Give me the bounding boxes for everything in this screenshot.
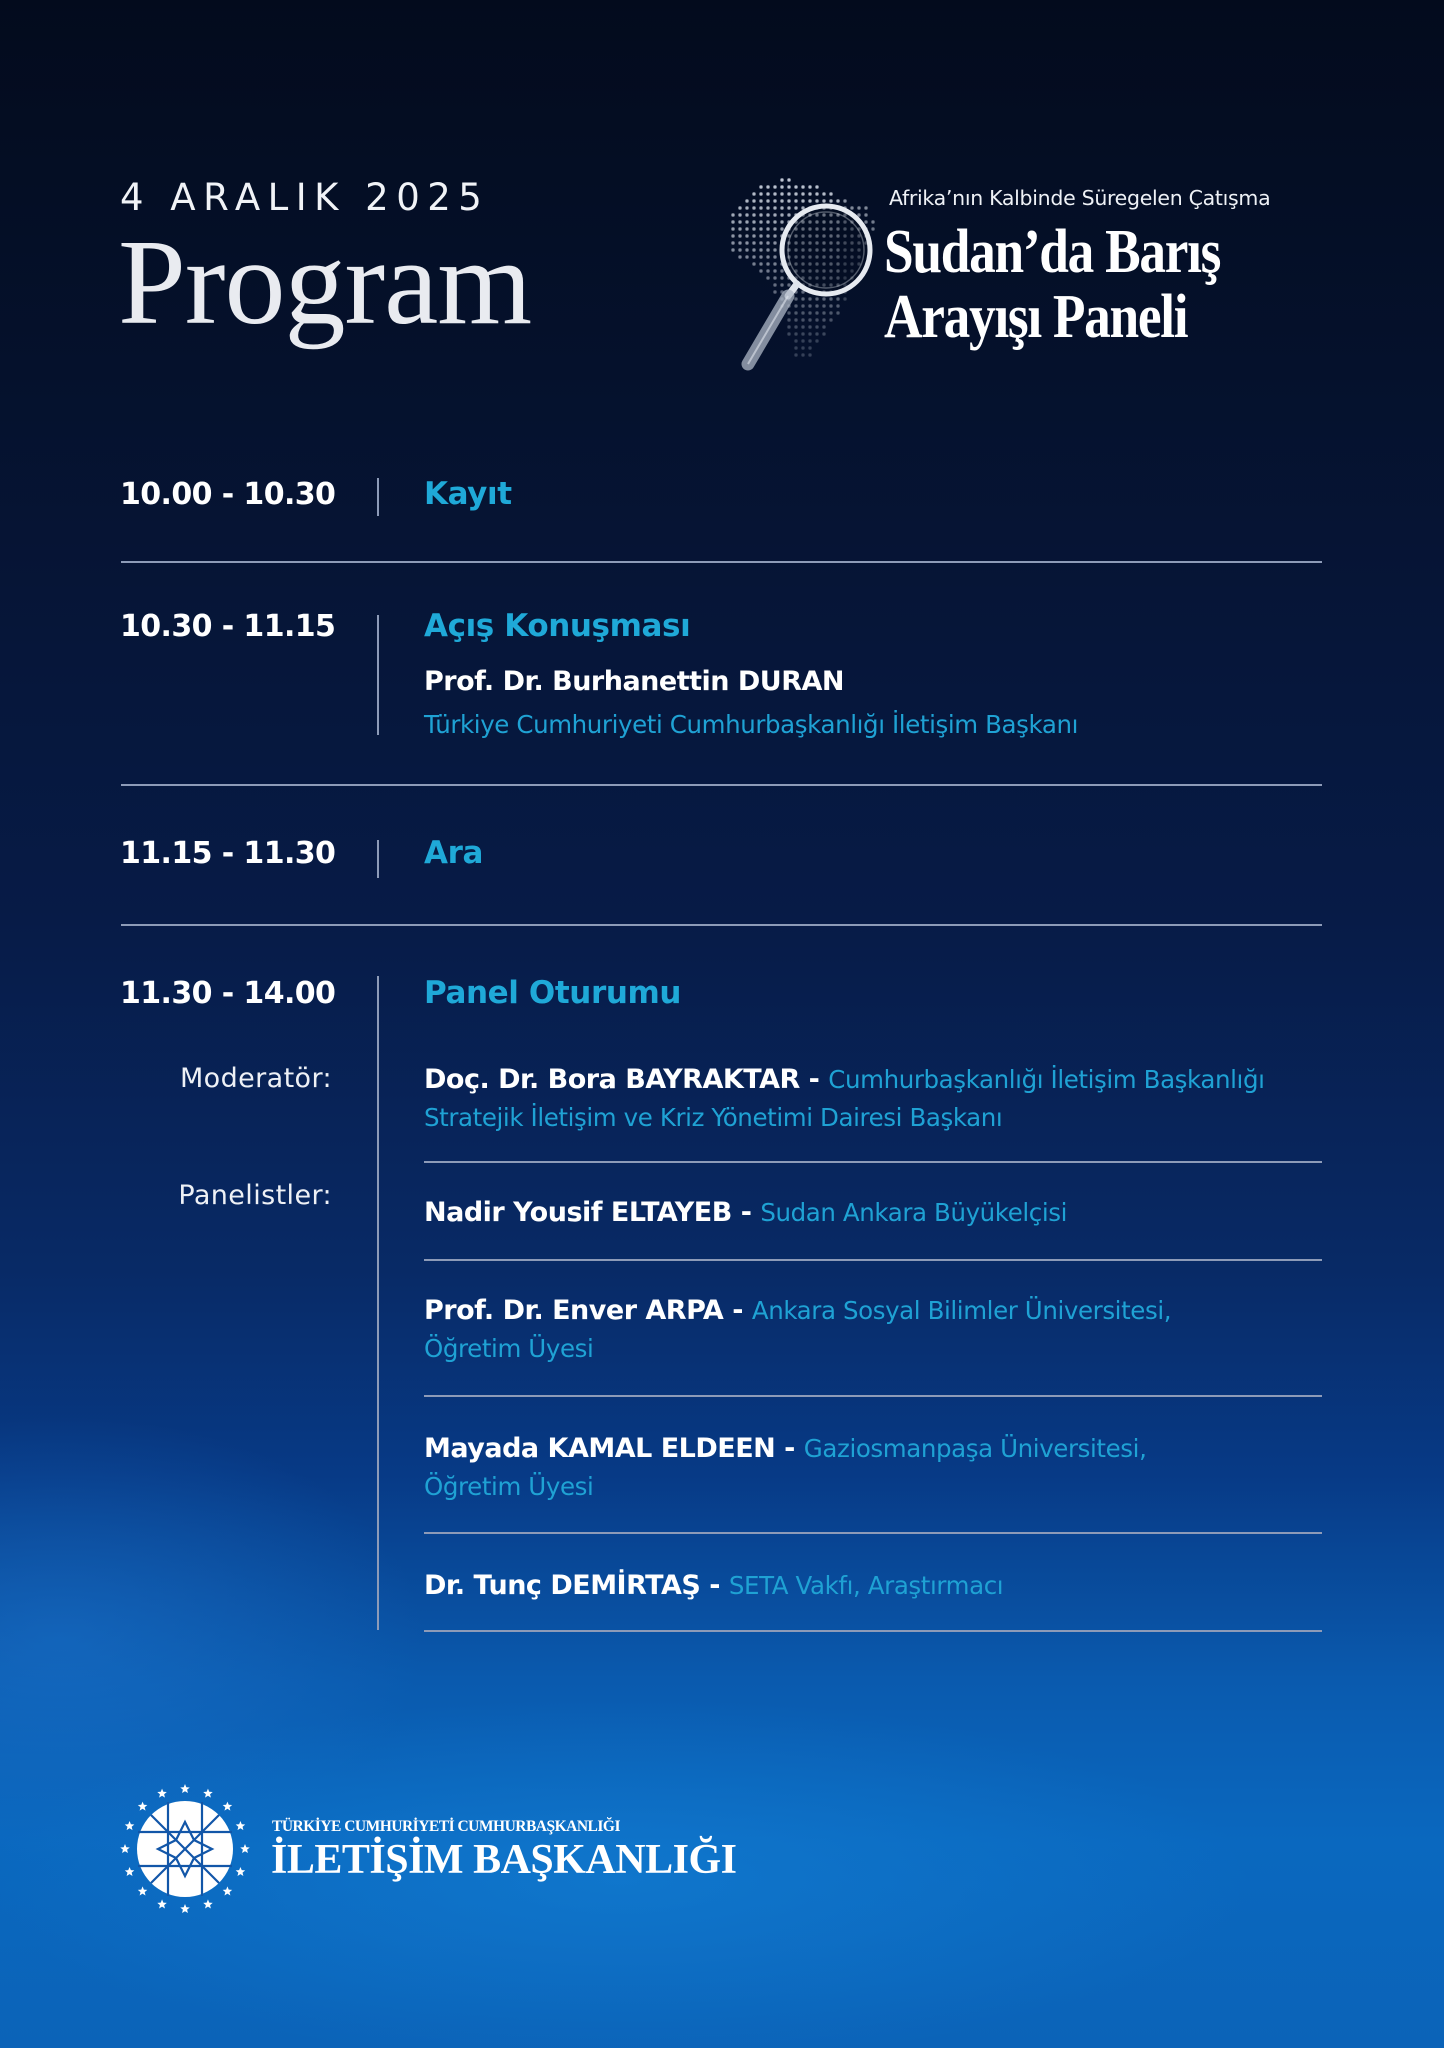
map-dot [808, 318, 811, 321]
map-dot [752, 213, 755, 216]
map-dot [738, 248, 741, 251]
session-time: 10.00 - 10.30 [120, 477, 336, 512]
map-dot [766, 234, 769, 237]
map-dot [801, 332, 804, 335]
map-dot [780, 185, 783, 188]
map-dot [766, 213, 769, 216]
map-dot [738, 241, 741, 244]
session-title: Açış Konuşması [424, 608, 691, 644]
map-dot [731, 213, 734, 216]
map-dot [787, 185, 790, 188]
map-dot [787, 325, 790, 328]
vertical-divider [377, 615, 379, 735]
map-dot [794, 346, 797, 349]
moderator-name: Doç. Dr. Bora BAYRAKTAR [424, 1064, 800, 1095]
map-dot [808, 297, 811, 300]
map-dot [773, 248, 776, 251]
presidency-communications-emblem-icon [118, 1782, 252, 1916]
map-dot [836, 304, 839, 307]
map-dot [829, 311, 832, 314]
panelist-role: Gaziosmanpaşa Üniversitesi, [803, 1434, 1147, 1463]
map-dot [815, 325, 818, 328]
map-dot [794, 332, 797, 335]
map-dot [745, 227, 748, 230]
map-dot [801, 185, 804, 188]
map-dot [752, 241, 755, 244]
map-dot [766, 255, 769, 258]
map-dot [794, 206, 797, 209]
map-dot [773, 199, 776, 202]
map-dot [822, 192, 825, 195]
row-divider [121, 924, 1322, 926]
map-dot [738, 255, 741, 258]
panelist-role-cont: Öğretim Üyesi [424, 1472, 594, 1501]
panelist-role: Ankara Sosyal Bilimler Üniversitesi, [751, 1296, 1172, 1325]
star-icon [240, 1844, 250, 1853]
name-role-separator: - [723, 1295, 752, 1326]
name-role-separator: - [799, 1064, 829, 1095]
map-dot [773, 227, 776, 230]
map-dot [745, 199, 748, 202]
star-icon [203, 1899, 213, 1908]
map-dot [857, 206, 860, 209]
map-dot [773, 276, 776, 279]
map-dot [822, 311, 825, 314]
map-dot [780, 227, 783, 230]
map-dot [829, 199, 832, 202]
page-title: Program [118, 215, 532, 350]
star-icon [223, 1802, 233, 1811]
star-icon [138, 1886, 148, 1895]
map-dot [808, 325, 811, 328]
map-dot [822, 332, 825, 335]
map-dot [759, 227, 762, 230]
map-dot [801, 304, 804, 307]
map-dot [759, 206, 762, 209]
map-dot [808, 311, 811, 314]
map-dot [780, 213, 783, 216]
map-dot [794, 353, 797, 356]
map-dot [822, 318, 825, 321]
map-dot [738, 227, 741, 230]
map-dot [787, 283, 790, 286]
map-dot [766, 206, 769, 209]
map-dot [815, 304, 818, 307]
session-time: 11.30 - 14.00 [120, 976, 336, 1011]
map-dot [815, 199, 818, 202]
map-dot [780, 178, 783, 181]
event-date: 4 ARALIK 2025 [120, 176, 490, 219]
africa-magnifier-icon [718, 168, 898, 378]
map-dot [731, 227, 734, 230]
map-dot [815, 185, 818, 188]
panelist-role: SETA Vakfı, Araştırmacı [728, 1571, 1004, 1600]
map-dot [794, 192, 797, 195]
map-dot [801, 311, 804, 314]
map-dot [773, 213, 776, 216]
map-dot [808, 185, 811, 188]
map-dot [836, 199, 839, 202]
moderator-line [424, 1064, 1265, 1095]
session-time: 10.30 - 11.15 [120, 609, 336, 644]
map-dot [766, 220, 769, 223]
map-dot [822, 297, 825, 300]
entry-divider [424, 1395, 1322, 1397]
row-divider [121, 784, 1322, 786]
entry-divider [424, 1532, 1322, 1534]
map-dot [787, 178, 790, 181]
map-dot [780, 276, 783, 279]
star-icon [223, 1886, 233, 1895]
map-dot [801, 353, 804, 356]
map-dot [773, 262, 776, 265]
entry-divider [424, 1630, 1322, 1632]
map-dot [829, 304, 832, 307]
map-dot [759, 234, 762, 237]
map-dot [766, 227, 769, 230]
map-dot [773, 192, 776, 195]
map-dot [808, 199, 811, 202]
map-dot [752, 234, 755, 237]
map-dot [836, 311, 839, 314]
map-dot [766, 185, 769, 188]
map-dot [773, 185, 776, 188]
map-dot [815, 332, 818, 335]
map-dot [766, 241, 769, 244]
org-name-line2: İLETİŞİM BAŞKANLIĞI [271, 1837, 737, 1883]
map-dot [808, 332, 811, 335]
star-icon [138, 1802, 148, 1811]
speaker-name: Prof. Dr. Burhanettin DURAN [424, 666, 845, 697]
map-dot [752, 220, 755, 223]
map-dot [794, 311, 797, 314]
row-divider [121, 561, 1322, 563]
map-dot [752, 199, 755, 202]
map-dot [759, 255, 762, 258]
event-subtitle: Afrika’nın Kalbinde Süregelen Çatışma [889, 186, 1271, 210]
map-dot [864, 206, 867, 209]
map-dot [815, 311, 818, 314]
map-dot [759, 262, 762, 265]
map-dot [773, 255, 776, 258]
map-dot [759, 192, 762, 195]
map-dot [815, 339, 818, 342]
map-dot [815, 192, 818, 195]
map-dot [787, 192, 790, 195]
map-dot [787, 206, 790, 209]
map-dot [766, 262, 769, 265]
name-role-separator: - [700, 1570, 729, 1601]
panelist-line [424, 1197, 1067, 1228]
map-dot [843, 297, 846, 300]
map-dot [864, 213, 867, 216]
map-dot [780, 269, 783, 272]
org-name-line1: TÜRKİYE CUMHURİYETİ CUMHURBAŞKANLIĞI [272, 1818, 621, 1835]
vertical-divider [377, 976, 379, 1630]
map-dot [787, 332, 790, 335]
vertical-divider [377, 478, 379, 516]
map-dot [808, 353, 811, 356]
map-dot [822, 199, 825, 202]
session-time: 11.15 - 11.30 [120, 836, 336, 871]
map-dot [794, 304, 797, 307]
map-dot [794, 318, 797, 321]
map-dot [829, 318, 832, 321]
map-dot [752, 192, 755, 195]
star-icon [180, 1784, 190, 1793]
map-dot [829, 192, 832, 195]
panelists-label: Panelistler: [178, 1180, 332, 1211]
map-dot [857, 213, 860, 216]
name-role-separator: - [731, 1197, 761, 1228]
map-dot [773, 206, 776, 209]
map-dot [850, 206, 853, 209]
map-dot [731, 234, 734, 237]
map-dot [794, 339, 797, 342]
panelist-name: Mayada KAMAL ELDEEN [424, 1433, 776, 1464]
session-title: Kayıt [424, 476, 512, 512]
panelist-role: Sudan Ankara Büyükelçisi [760, 1198, 1068, 1227]
map-dot [836, 297, 839, 300]
map-dot [759, 241, 762, 244]
moderator-role: Cumhurbaşkanlığı İletişim Başkanlığı [828, 1065, 1265, 1094]
map-dot [773, 220, 776, 223]
map-dot [787, 199, 790, 202]
map-dot [801, 192, 804, 195]
panelist-line [424, 1433, 1146, 1464]
star-icon [157, 1789, 167, 1798]
map-dot [801, 318, 804, 321]
panelist-name: Nadir Yousif ELTAYEB [424, 1197, 732, 1228]
map-dot [815, 318, 818, 321]
map-dot [745, 213, 748, 216]
map-dot [759, 269, 762, 272]
map-dot [864, 220, 867, 223]
map-dot [808, 339, 811, 342]
map-dot [801, 339, 804, 342]
map-dot [808, 304, 811, 307]
map-dot [738, 206, 741, 209]
map-dot [773, 241, 776, 244]
map-dot [773, 290, 776, 293]
panelist-name: Dr. Tunç DEMİRTAŞ [424, 1570, 701, 1601]
map-dot [794, 185, 797, 188]
map-dot [815, 297, 818, 300]
map-dot [752, 255, 755, 258]
map-dot [794, 199, 797, 202]
map-dot [752, 206, 755, 209]
map-dot [759, 185, 762, 188]
map-dot [731, 248, 734, 251]
map-dot [780, 220, 783, 223]
map-dot [738, 234, 741, 237]
moderator-role-cont: Stratejik İletişim ve Kriz Yönetimi Dairesi Başkanı [424, 1103, 1003, 1132]
session-title: Ara [424, 835, 483, 871]
map-dot [738, 220, 741, 223]
star-icon [125, 1867, 135, 1876]
map-dot [801, 199, 804, 202]
name-role-separator: - [775, 1433, 804, 1464]
map-dot [801, 297, 804, 300]
map-dot [752, 262, 755, 265]
map-dot [871, 227, 874, 230]
map-dot [829, 297, 832, 300]
map-dot [745, 206, 748, 209]
map-dot [766, 199, 769, 202]
entry-divider [424, 1259, 1322, 1261]
map-dot [745, 255, 748, 258]
event-title-line2: Arayışı Paneli [884, 283, 1188, 351]
map-dot [745, 248, 748, 251]
star-icon [236, 1867, 246, 1876]
map-dot [738, 213, 741, 216]
map-dot [759, 220, 762, 223]
map-dot [731, 241, 734, 244]
map-dot [731, 220, 734, 223]
star-icon [125, 1821, 135, 1830]
map-dot [871, 220, 874, 223]
vertical-divider [377, 840, 379, 878]
map-dot [773, 269, 776, 272]
map-dot [759, 248, 762, 251]
map-dot [801, 325, 804, 328]
map-dot [759, 199, 762, 202]
map-dot [773, 234, 776, 237]
map-dot [766, 269, 769, 272]
map-dot [808, 346, 811, 349]
map-dot [780, 192, 783, 195]
star-icon [236, 1821, 246, 1830]
map-dot [801, 346, 804, 349]
map-dot [808, 192, 811, 195]
map-dot [780, 283, 783, 286]
panelist-line [424, 1295, 1171, 1326]
map-dot [794, 297, 797, 300]
panelist-line [424, 1570, 1003, 1601]
map-dot [773, 283, 776, 286]
map-dot [787, 311, 790, 314]
panelist-name: Prof. Dr. Enver ARPA [424, 1295, 724, 1326]
moderator-label: Moderatör: [179, 1063, 332, 1094]
map-dot [780, 199, 783, 202]
map-dot [766, 248, 769, 251]
map-dot [822, 325, 825, 328]
map-dot [780, 206, 783, 209]
map-dot [745, 234, 748, 237]
star-icon [120, 1844, 130, 1853]
star-icon [180, 1904, 190, 1913]
map-dot [766, 192, 769, 195]
map-dot [752, 248, 755, 251]
map-dot [745, 241, 748, 244]
star-icon [203, 1789, 213, 1798]
map-dot [787, 318, 790, 321]
map-dot [822, 304, 825, 307]
map-dot [745, 220, 748, 223]
map-dot [787, 213, 790, 216]
map-dot [794, 325, 797, 328]
speaker-role: Türkiye Cumhuriyeti Cumhurbaşkanlığı İletişim Başkanı [424, 710, 1079, 739]
entry-divider [424, 1161, 1322, 1163]
star-icon [157, 1899, 167, 1908]
panelist-role-cont: Öğretim Üyesi [424, 1334, 594, 1363]
map-dot [752, 227, 755, 230]
event-title-line1: Sudan’da Barış [884, 218, 1221, 286]
map-dot [843, 199, 846, 202]
session-title: Panel Oturumu [424, 975, 682, 1011]
map-dot [759, 213, 762, 216]
map-dot [766, 276, 769, 279]
